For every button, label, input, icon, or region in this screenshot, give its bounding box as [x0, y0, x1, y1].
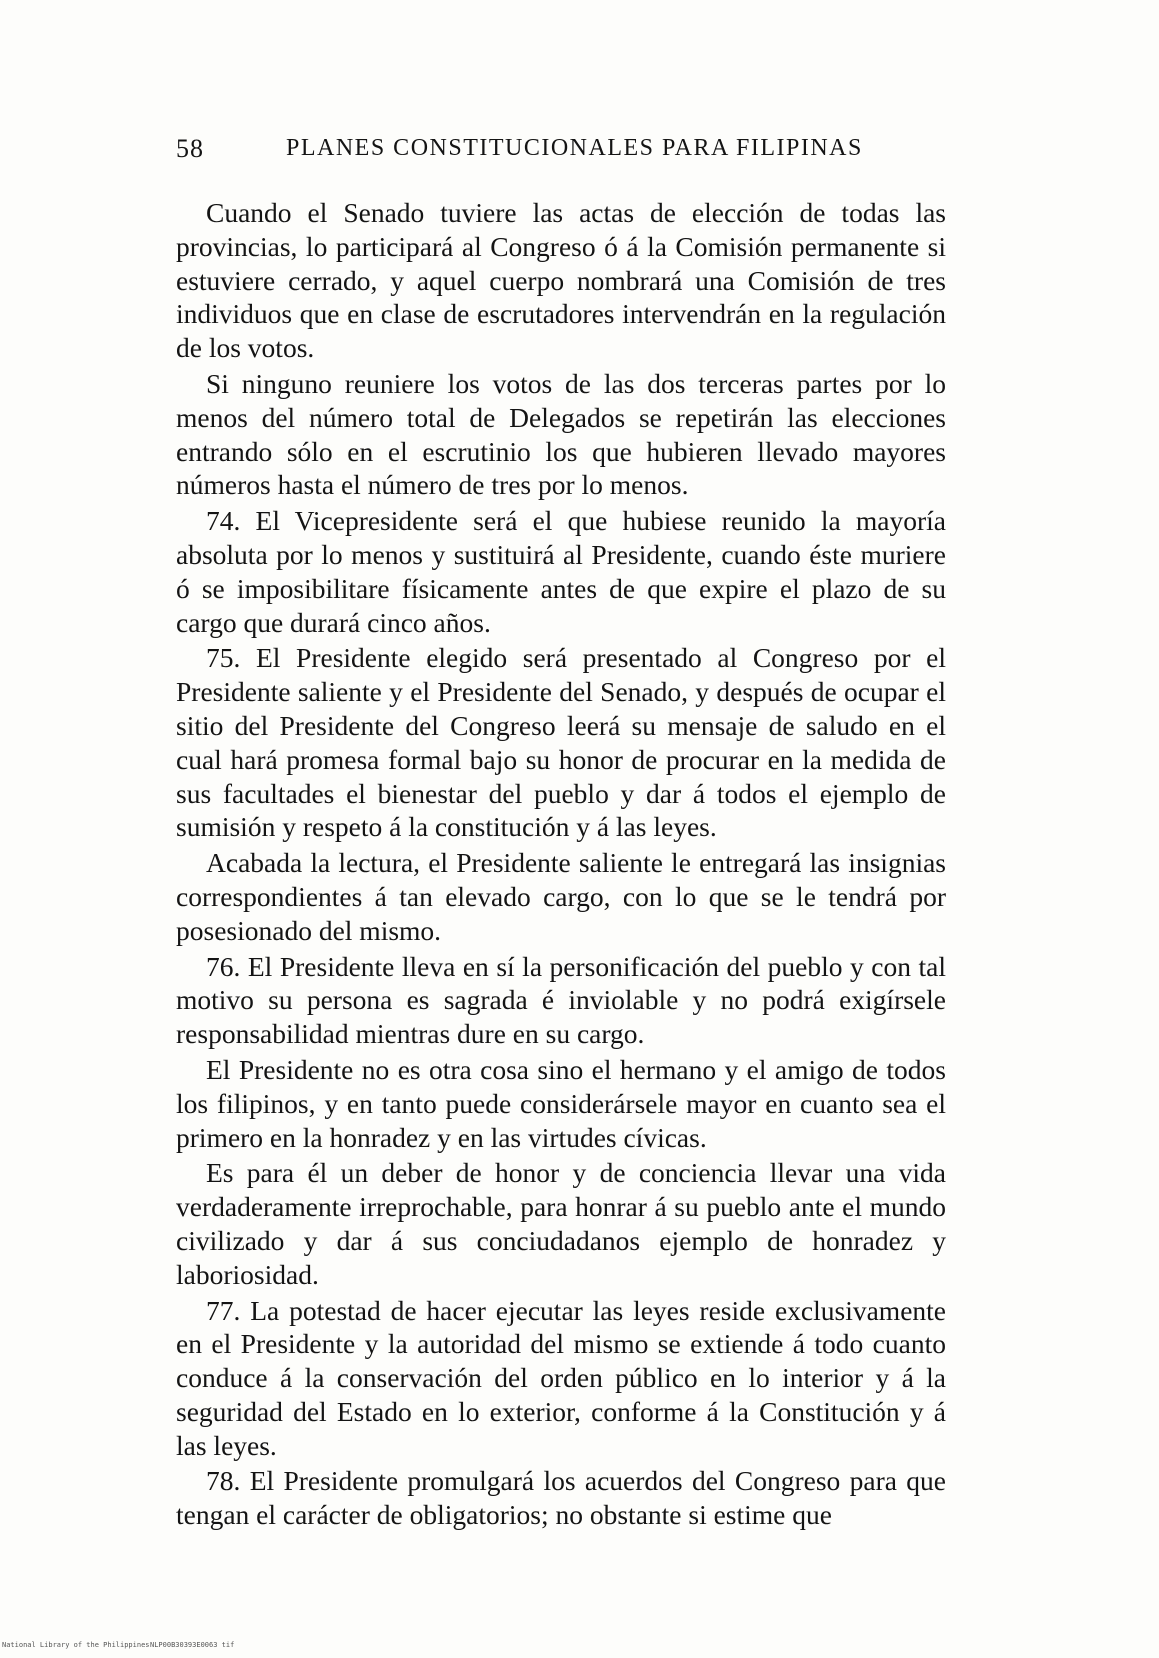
paragraph-article-76: 76. El Presidente lleva en sí la personificación del pueblo y con tal motivo su persona es sagrada é inviolable y no podrá exigírsele responsabilidad mientras dure en su cargo. — [176, 950, 946, 1050]
paragraph-article-74: 74. El Vicepresidente será el que hubiese reunido la mayoría absoluta por lo menos y sustituirá al Presidente, cuando éste muriere ó se imposibilitare físicamente antes de que expire el plazo de su cargo que durará cinco años. — [176, 505, 946, 638]
paragraph-article-78: 78. El Presidente promulgará los acuerdos del Congreso para que tengan el carácter de obligatorios; no obstante si estime que — [176, 1465, 946, 1531]
page-number: 58 — [176, 134, 204, 163]
paragraph-article-77: 77. La potestad de hacer ejecutar las leyes reside exclusivamente en el Presidente y la autoridad del mismo se extiende á todo cuanto conduce á la conservación del orden público en lo interior y á la seguridad del Estado en lo exterior, conforme á la Constitución y á las leyes. — [176, 1294, 946, 1461]
paragraph: Acabada la lectura, el Presidente saliente le entregará las insignias correspondientes á tan elevado cargo, con lo que se le tendrá por posesionado del mismo. — [176, 847, 946, 946]
paragraph: Cuando el Senado tuviere las actas de elección de todas las provincias, lo participará al Congreso ó á la Comisión permanente si estuviere cerrado, y aquel cuerpo nombrará una Comisión de tres individuos que en clase de escrutadores intervendrán en la regulación de los votos. — [176, 197, 946, 364]
paragraph-article-75: 75. El Presidente elegido será presentado al Congreso por el Presidente saliente y el Presidente del Senado, y después de ocupar el sitio del Presidente del Congreso leerá su mensaje de saludo en el cual hará promesa formal bajo su honor de procurar en la medida de sus facultades el bienestar del pueblo y dar á todos el ejemplo de sumisión y respeto á la constitución y á las leyes. — [176, 642, 946, 843]
body-text — [176, 196, 946, 1534]
scan-footer-library: National Library of the Philippines — [2, 1641, 150, 1649]
running-title: PLANES CONSTITUCIONALES PARA FILIPINAS — [286, 135, 863, 161]
paragraph: Es para él un deber de honor y de conciencia llevar una vida verdaderamente irreprochable, para honrar á su pueblo ante el mundo civilizado y dar á sus conciudadanos ejemplo de honradez y laboriosidad. — [176, 1157, 946, 1290]
paragraph: Si ninguno reuniere los votos de las dos terceras partes por lo menos del número total de Delegados se repetirán las elecciones entrando sólo en el escrutinio los que hubieren llevado mayores números hasta el número de tres por lo menos. — [176, 367, 946, 501]
scan-footer-code: NLP00B30393E0063 tif — [150, 1641, 235, 1649]
page-header — [176, 134, 936, 168]
paragraph: El Presidente no es otra cosa sino el hermano y el amigo de todos los filipinos, y en tanto puede considerársele mayor en cuanto sea el primero en la honradez y en las virtudes cívicas. — [176, 1053, 946, 1153]
